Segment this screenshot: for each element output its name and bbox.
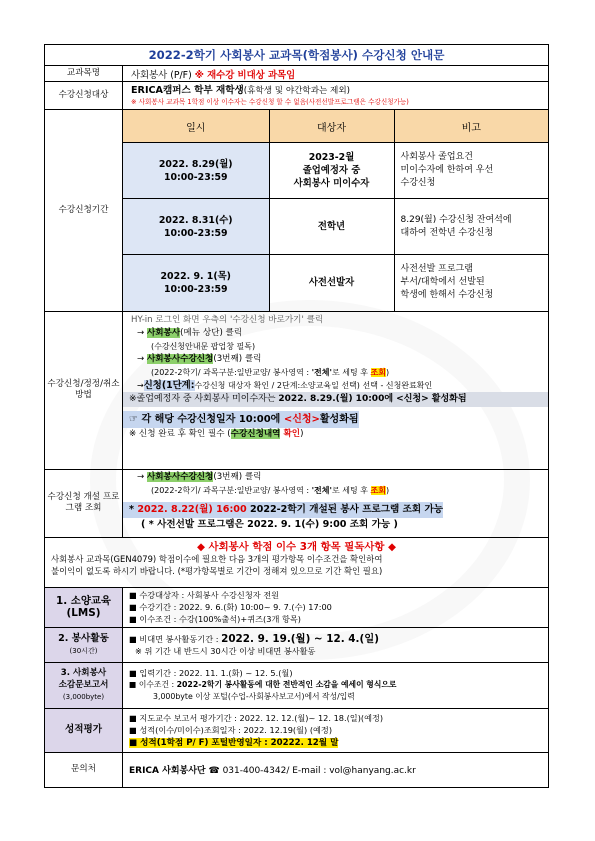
- method-graduate-note: ※졸업예정자 중 사회봉사 미이수자는 2022. 8.29.(월) 10:00에 <신청> 활성화됨: [123, 392, 548, 407]
- schedule-target: 2023-2월 졸업예정자 중 사회봉사 미이수자: [269, 143, 394, 199]
- period-label: 수강신청기간: [45, 110, 123, 312]
- course-label: 교과목명: [45, 66, 123, 82]
- method-check-note: ※ 신청 완료 후 확인 필수 (수강신청내역 확인): [129, 428, 304, 439]
- notice-table: [44, 44, 549, 788]
- contact-label: 문의처: [45, 752, 123, 787]
- notice-title: ◆ 사회봉사 학점 이수 3개 항목 필독사항 ◆: [196, 540, 397, 553]
- period-cell: [123, 110, 549, 312]
- course-cell: [123, 66, 549, 82]
- telephone-icon: ☎: [208, 766, 220, 776]
- eval-grade-label: 성적평가: [45, 708, 123, 752]
- eval-orientation-label: 1. 소양교육 (LMS): [45, 587, 123, 627]
- contact-phone: 031-400-4342/: [222, 766, 290, 776]
- program-preselect-note: ( * 사전선발 프로그램은 2022. 9. 1(수) 9:00 조회 가능 ): [141, 518, 398, 530]
- eval-report-detail: ■ 입력기간 : 2022. 11. 1.(화) ~ 12. 5.(월) ■ 이수조건 : 2022-2학기 봉사활동에 대한 전반적인 소감을 예세이 형식으로 3,000byte 이상 포털(수업-사회봉사보고서)에서 작성/입력: [123, 662, 549, 708]
- eligibility-main: ERICA캠퍼스 학부 재학생: [131, 84, 244, 96]
- schedule-remark: 8.29(월) 수강신청 잔여석에 대하여 전학년 수강신청: [394, 199, 548, 255]
- program-step-apply: → 사회봉사수강신청(3번째) 클릭: [137, 471, 262, 482]
- method-step-apply: → 사회봉사수강신청(3번째) 클릭: [137, 353, 262, 364]
- eligibility-note: ※ 사회봉사 교과목 1학점 이상 이수자는 수강신청 할 수 없음(사전선발프로그램은 수강신청가능): [131, 97, 409, 106]
- method-step-menu: → 사회봉사(메뉴 상단) 클릭: [137, 327, 243, 338]
- program-step-settings: (2022-2학기/ 과목구분:일반교양/ 봉사영역 : '전체'로 세팅 후 조회): [151, 485, 390, 495]
- notice-text-1: 사회봉사 교과목(GEN4079) 학점이수에 필요한 다음 3개의 평가항목 이수조건을 확인하여: [51, 553, 383, 564]
- method-label: 수강신청/정정/취소 방법: [45, 311, 123, 469]
- program-lookup-date: * 2022. 8.22(월) 16:00 2022-2학기 개설된 봉사 프로그램 조회 가능: [123, 502, 443, 518]
- schedule-remark: 사전선발 프로그램 부서/대학에서 선발된 학생에 한해서 수강신청: [394, 255, 548, 311]
- schedule-table: [123, 110, 548, 311]
- schedule-header-target: 대상자: [269, 110, 394, 143]
- document-title: 2022-2학기 사회봉사 교과목(학점봉사) 수강신청 안내문: [45, 45, 549, 66]
- contact-cell: [123, 752, 549, 787]
- schedule-row: [123, 255, 548, 311]
- schedule-date: 2022. 9. 1(목) 10:00-23:59: [123, 255, 269, 311]
- eval-report-label: 3. 사회봉사 소감문보고서 (3,000byte): [45, 662, 123, 708]
- eligibility-exception: (휴학생 및 야간학과는 제외): [243, 85, 351, 96]
- schedule-header-date: 일시: [123, 110, 269, 143]
- schedule-date: 2022. 8.31(수) 10:00-23:59: [123, 199, 269, 255]
- program-label: 수강신청 개설 프로그램 조회: [45, 469, 123, 537]
- eligibility-label: 수강신청대상: [45, 82, 123, 110]
- schedule-remark: 사회봉사 졸업요건 미이수자에 한하여 우선 수강신청: [394, 143, 548, 199]
- method-step-popup: (수강신청안내문 팝업창 필독): [151, 341, 256, 351]
- eval-grade-detail: ■ 지도교수 보고서 평가기간 : 2022. 12. 12.(월)~ 12. 18.(일)(예정) ■ 성적(이수/미이수)조회일자 : 2022. 12.19(월) (예정) ■ 성적(1학점 P/ F) 포털반영일자 : 20222. 12월 말: [123, 708, 549, 752]
- course-note: ※ 재수강 비대상 과목임: [194, 69, 296, 81]
- method-cell: [123, 311, 549, 469]
- schedule-row: [123, 199, 548, 255]
- program-cell: [123, 469, 549, 537]
- eval-orientation-detail: ■ 수강대상자 : 사회봉사 수강신청자 전원 ■ 수강기간 : 2022. 9. 6.(화) 10:00~ 9. 7.(수) 17:00 ■ 이수조건 : 수강(100%출석)+퀴즈(3개 항목): [123, 587, 549, 627]
- schedule-row: [123, 143, 548, 199]
- notice-text-2: 불이익이 없도록 하시기 바랍니다. (*평가항목별로 기간이 정해져 있으므로 기간 확인 필요): [51, 565, 383, 576]
- schedule-header-remark: 비고: [394, 110, 548, 143]
- schedule-date: 2022. 8.29(월) 10:00-23:59: [123, 143, 269, 199]
- method-step-confirm: →신청(1단계:수강신청 대상자 확인 / 2단계:소양교육일 선택) 선택 - 신청완료확인: [137, 379, 433, 391]
- eligibility-cell: [123, 82, 549, 110]
- notice-document: [44, 44, 548, 834]
- eval-volunteer-label: 2. 봉사활동 (30시간): [45, 627, 123, 662]
- course-name: 사회봉사 (P/F): [131, 69, 192, 81]
- notice-cell: [45, 537, 549, 587]
- contact-org: ERICA 사회봉사단: [129, 766, 206, 776]
- method-activation-note: ☞ 각 해당 수강신청일자 10:00에 <신청>활성화됨: [123, 411, 359, 428]
- schedule-target: 사전선발자: [269, 255, 394, 311]
- eval-volunteer-detail: ■ 비대면 봉사활동기간 : 2022. 9. 19.(월) ~ 12. 4.(일) ※ 위 기간 내 반드시 30시간 이상 비대면 봉사활동: [123, 627, 549, 662]
- schedule-target: 전학년: [269, 199, 394, 255]
- method-step-login: HY-in 로그인 화면 우측의 '수강신청 바로가기' 클릭: [131, 314, 324, 325]
- method-step-settings: (2022-2학기/ 과목구분:일반교양/ 봉사영역 : '전체'로 세팅 후 조회): [151, 367, 390, 377]
- contact-email[interactable]: E-mail : vol@hanyang.ac.kr: [292, 766, 416, 776]
